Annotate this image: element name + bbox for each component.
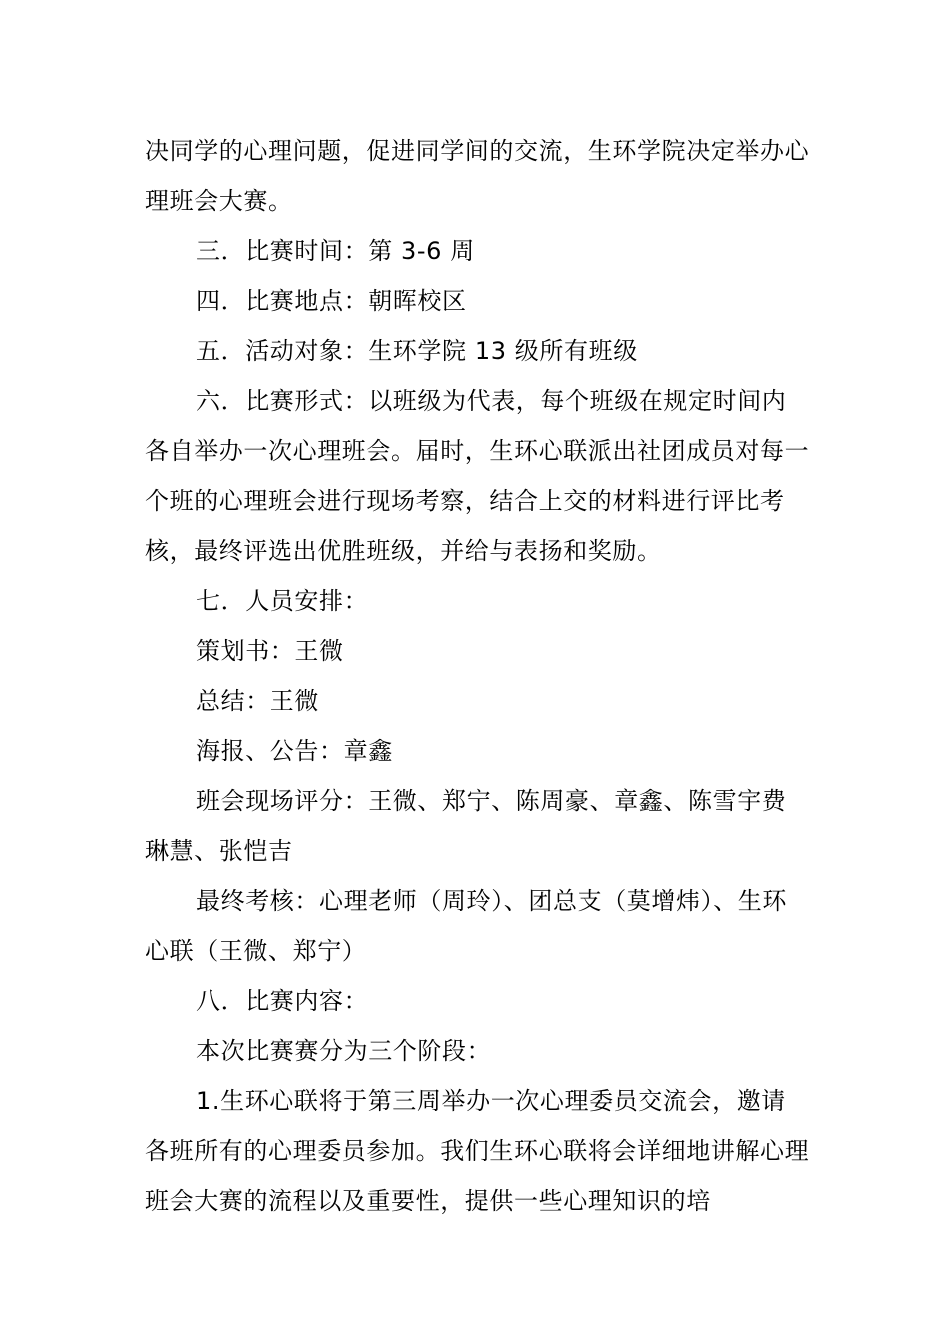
paragraph-onsite-judges: 班会现场评分：王微、郑宁、陈周豪、章鑫、陈雪宇费琳慧、张恺吉 [145, 787, 787, 865]
paragraph-stage-one: 1.生环心联将于第三周举办一次心理委员交流会，邀请各班所有的心理委员参加。我们生环心联将会详细地讲解心理班会大赛的流程以及重要性，提供一些心理知识的培 [145, 1087, 810, 1215]
paragraph-competition-time: 三．比赛时间：第 3-6 周 [196, 237, 475, 265]
paragraph-summary: 总结：王微 [196, 687, 319, 715]
paragraph-final-review: 最终考核：心理老师（周玲）、团总支（莫增炜）、生环心联（王微、郑宁） [145, 887, 787, 965]
paragraph-competition-format: 六．比赛形式：以班级为代表，每个班级在规定时间内各自举办一次心理班会。届时，生环心联派出社团成员对每一个班的心理班会进行现场考察，结合上交的材料进行评比考核，最终评选出优胜班级，并给与表扬和奖励。 [145, 387, 810, 565]
paragraph-intro-continuation: 决同学的心理问题，促进同学间的交流，生环学院决定举办心理班会大赛。 [145, 137, 810, 215]
paragraph-three-stages: 本次比赛赛分为三个阶段： [196, 1037, 492, 1065]
paragraph-content-heading: 八．比赛内容： [196, 987, 369, 1015]
paragraph-staff-arrangement-heading: 七．人员安排： [196, 587, 369, 615]
paragraph-target-participants: 五．活动对象：生环学院 13 级所有班级 [196, 337, 638, 365]
document-body [145, 126, 810, 1226]
paragraph-poster-notice: 海报、公告：章鑫 [196, 737, 393, 765]
paragraph-competition-location: 四．比赛地点：朝晖校区 [196, 287, 467, 315]
paragraph-planning-doc: 策划书：王微 [196, 637, 344, 665]
